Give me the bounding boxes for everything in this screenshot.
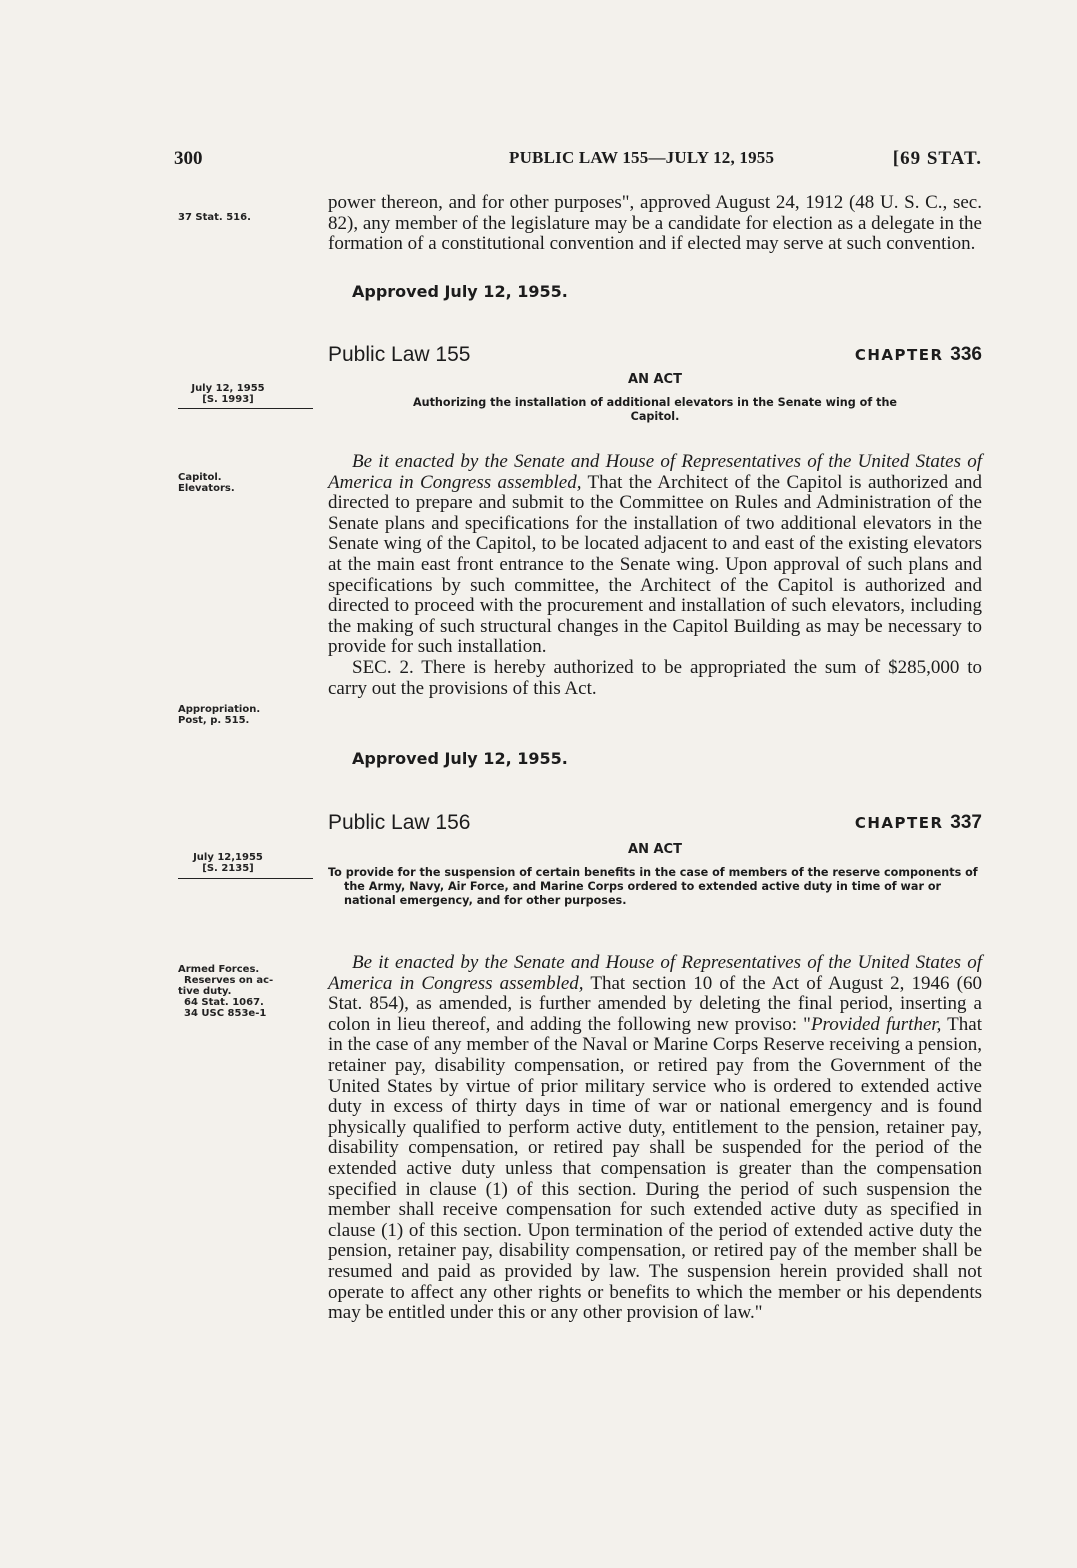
preceding-text: power thereon, and for other purposes", approved August 24, 1912 (48 U. S. C., sec. 82), any member of the legislature may be a candidate for election as a delegate in the formation of a constitutional convention and if elected may serve at such convention.: [328, 192, 982, 255]
public-law-155-label: Public Law 155: [328, 343, 471, 366]
margin-rule: [178, 878, 313, 879]
approved-date: Approved July 12, 1955.: [352, 282, 568, 301]
public-law-156-label: Public Law 156: [328, 811, 471, 834]
margin-note-appropriation: Appropriation. Post, p. 515.: [178, 704, 261, 726]
preceding-section: [328, 193, 982, 255]
law155-body: [328, 452, 982, 699]
law155-section-2: SEC. 2. There is hereby authorized to be appropriated the sum of $285,000 to carry out the provisions of this Act.: [328, 656, 982, 699]
page-header: [174, 148, 982, 174]
margin-note-pl155-date: July 12, 1955 [S. 1993]: [191, 383, 265, 405]
law156-section-1: Be it enacted by the Senate and House of Representatives of the United States of America in Congress assembled, That section 10 of the Act of August 2, 1946 (60 Stat. 854), as amended, is further amended by deleting the final period, inserting a colon in lieu thereof, and adding the following new proviso: "Provided further, That in the case of any member of the Naval or Marine Corps Reserve receiving a pension, retainer pay, disability compensation, or retired pay from the Government of the United States by virtue of prior military service who is ordered to extended active duty in excess of thirty days in time of war or national emergency and is found physically qualified to perform active duty, entitlement to the pension, retainer pay, disability compensation, or retired pay shall be suspended for the period of the extended active duty unless that compensation is greater than the compensation specified in clause (1) of this section. During the period of such suspension the member shall receive compensation for such extended active duty as specified in clause (1) of this section. Upon termination of the period of extended active duty the pension, retainer pay, disability compensation, or retired pay of the member shall be resumed and paid as provided by law. The suspension herein provided shall not operate to affect any other rights or benefits to which the member or his dependents may be entitled under this or any other provision of law.": [328, 952, 982, 1324]
chapter-336: CHAPTER 336: [854, 344, 982, 365]
proviso-phrase: Provided further,: [810, 1013, 942, 1035]
enacting-clause: Be it enacted by the Senate and House of Representatives of the United States of America in Congress assembled,: [328, 451, 982, 493]
an-act-label: AN ACT: [628, 372, 682, 387]
page-number: 300: [174, 148, 203, 169]
an-act-label: AN ACT: [628, 842, 682, 857]
volume-reference: [69 STAT.: [892, 148, 982, 169]
approved-date: Approved July 12, 1955.: [352, 749, 568, 768]
running-title: PUBLIC LAW 155—JULY 12, 1955: [509, 148, 775, 167]
law155-section-1: Be it enacted by the Senate and House of Representatives of the United States of America in Congress assembled, That the Architect of the Capitol is authorized and directed to prepare and submit to the Committee on Rules and Administration of the Senate plans and specifications for the installation of two additional elevators in the Senate wing of the Capitol, to be located adjacent to and east of the existing elevators at the main east front entrance to the Senate wing. Upon approval of such plans and specifications by such committee, the Architect of the Capitol is authorized and directed to proceed with the procurement and installation of such elevators, including the making of such structural changes in the Capitol Building as may be necessary to provide for such installation.: [328, 451, 982, 658]
chapter-337: CHAPTER 337: [854, 812, 982, 833]
margin-rule: [178, 408, 313, 409]
enacting-clause: Be it enacted by the Senate and House of Representatives of the United States of America in Congress assembled,: [328, 952, 982, 994]
margin-note-pl156-date: July 12,1955 [S. 2135]: [193, 852, 263, 874]
act-title: To provide for the suspension of certain benefits in the case of members of the reserve components of the Army, Navy, Air Force, and Marine Corps ordered to extended active duty in time of war or national emergency, and for other purposes.: [328, 866, 978, 907]
law156-body: [328, 953, 982, 1324]
act-title: Authorizing the installation of additional elevators in the Senate wing of the Capitol.: [412, 396, 898, 423]
margin-note-stat-ref: 37 Stat. 516.: [178, 212, 251, 223]
margin-note-capitol: Capitol. Elevators.: [178, 472, 235, 494]
margin-note-armed-forces: Armed Forces. Reserves on ac- tive duty. 64 Stat. 1067. 34 USC 853e-1: [178, 964, 274, 1019]
